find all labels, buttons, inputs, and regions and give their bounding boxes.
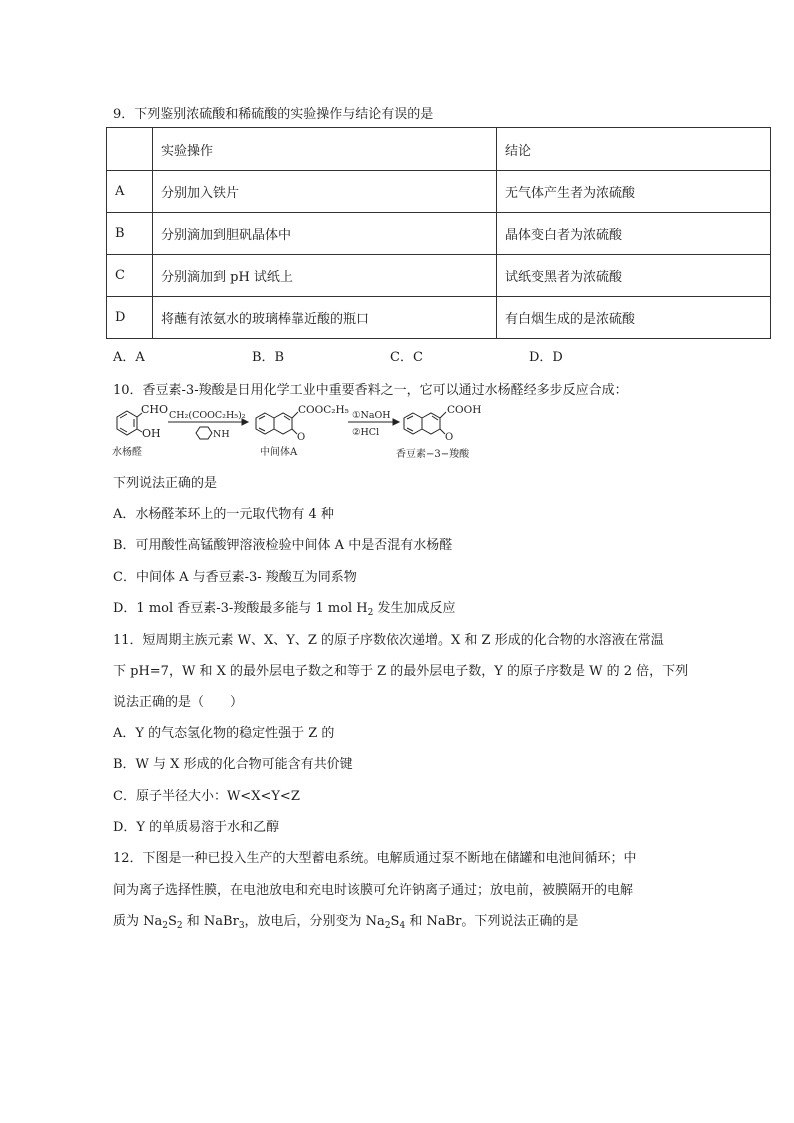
int-o-label: O (297, 432, 306, 443)
table-header-row (107, 128, 771, 171)
q10-option-d-text: D．1 mol 香豆素-3-羧酸最多能与 1 mol H (113, 601, 368, 616)
row-operation: 分别加入铁片 (153, 171, 497, 213)
row-label: B (107, 213, 153, 255)
q11-option-d[interactable]: D．Y 的单质易溶于水和乙醇 (113, 820, 280, 835)
table-row (107, 213, 771, 255)
q12-text-e: S (390, 914, 400, 929)
piperidine-shape (196, 427, 212, 439)
q12-sub-2: 2 (176, 921, 183, 931)
q10-stem: 10．香豆素-3-羧酸是日用化学工业中重要香料之一，它可以通过水杨醛经多步反应合成： (113, 383, 628, 398)
header-blank (107, 128, 153, 171)
row-operation: 分别滴加到 pH 试纸上 (153, 255, 497, 297)
table-row (107, 297, 771, 339)
coumarin-ring-b (274, 413, 292, 434)
q12-sub-5: 4 (399, 921, 406, 931)
row-conclusion: 晶体变白者为浓硫酸 (497, 213, 771, 255)
q11-stem-line2: 下 pH=7，W 和 X 的最外层电子数之和等于 Z 的最外层电子数，Y 的原子序数是 W 的 2 倍，下列 (113, 664, 689, 679)
q12-text-d: ，放电后，分别变为 Na (244, 914, 385, 929)
table-row (107, 171, 771, 213)
reagent2a-label: ①NaOH (352, 410, 391, 421)
table-row (107, 255, 771, 297)
q10-option-d[interactable] (113, 597, 456, 616)
q12-sub-1: 2 (162, 921, 168, 931)
int-sub-label: COOC₂H₅ (298, 404, 349, 416)
header-conclusion: 结论 (497, 128, 771, 171)
q11-option-b[interactable]: B．W 与 X 形成的化合物可能含有共价键 (113, 757, 353, 772)
q10-option-c[interactable]: C．中间体 A 与香豆素-3- 羧酸互为同系物 (113, 570, 357, 585)
q9-options (113, 346, 673, 365)
row-label: A (107, 171, 153, 213)
q12-text-a: 质为 Na (113, 914, 163, 929)
q12-stem-line2: 间为离子选择性膜，在电池放电和充电时该膜可允许钠离子通过；放电前，被膜隔开的电解 (113, 883, 634, 898)
reagent2b-label: ②HCl (352, 427, 380, 438)
q11-option-a[interactable]: A．Y 的气态氢化物的稳定性强于 Z 的 (113, 726, 335, 741)
q12-text-f: 和 NaBr。下列说法正确的是 (405, 914, 579, 929)
q9-option-d[interactable]: D．D (529, 350, 563, 365)
q12-stem-line1: 12．下图是一种已投入生产的大型蓄电系统。电解质通过泵不断地在储罐和电池间循环；中 (113, 851, 637, 866)
sm-cho-label: CHO (141, 403, 169, 416)
row-operation: 分别滴加到胆矾晶体中 (153, 213, 497, 255)
prod-sub-label: COOH (447, 404, 482, 416)
header-operation: 实验操作 (153, 128, 497, 171)
row-conclusion: 无气体产生者为浓硫酸 (497, 171, 771, 213)
row-conclusion: 有白烟生成的是浓硫酸 (497, 297, 771, 339)
prod-o-label: O (445, 432, 454, 443)
row-conclusion: 试纸变黑者为浓硫酸 (497, 255, 771, 297)
q11-stem-line1: 11．短周期主族元素 W、X、Y、Z 的原子序数依次递增。X 和 Z 形成的化合物的水溶液在常温 (113, 633, 664, 648)
row-label: D (107, 297, 153, 339)
row-label: C (107, 255, 153, 297)
reagent1-label: CH₂(COOC₂H₅)₂ (169, 410, 246, 421)
q9-option-a[interactable]: A．A (113, 350, 145, 365)
q10-option-b[interactable]: B．可用酸性高锰酸钾溶液检验中间体 A 中是否混有水杨醛 (113, 538, 453, 553)
sm-name: 水杨醛 (112, 447, 142, 458)
q9-option-c[interactable]: C．C (390, 350, 423, 365)
prod-name: 香豆素−3−羧酸 (396, 449, 470, 460)
q12-text-c: 和 NaBr (182, 914, 239, 929)
experiment-table (106, 127, 771, 339)
catalyst-nh-label: NH (213, 429, 230, 440)
q11-option-c[interactable]: C．原子半径大小：W<X<Y<Z (113, 789, 300, 804)
int-name: 中间体A (260, 447, 298, 458)
q10-option-d-sub: 2 (367, 608, 374, 618)
q10-option-d-tail: 发生加成反应 (373, 601, 456, 616)
q9-stem: 9．下列鉴别浓硫酸和稀硫酸的实验操作与结论有误的是 (113, 107, 434, 122)
sm-oh-label: OH (142, 427, 161, 440)
q12-sub-4: 2 (384, 921, 391, 931)
q12-text-b: S (168, 914, 177, 929)
q11-stem-line3: 说法正确的是（ ） (113, 695, 244, 710)
product-ring-b (422, 413, 440, 434)
q10-option-a[interactable]: A．水杨醛苯环上的一元取代物有 4 种 (113, 507, 334, 522)
row-operation: 将蘸有浓氨水的玻璃棒靠近酸的瓶口 (153, 297, 497, 339)
q12-sub-3: 3 (238, 921, 245, 931)
q12-stem-line3 (113, 910, 578, 929)
synthesis-scheme (108, 399, 508, 463)
q9-option-b[interactable]: B．B (252, 350, 285, 365)
q10-prompt: 下列说法正确的是 (113, 476, 218, 491)
